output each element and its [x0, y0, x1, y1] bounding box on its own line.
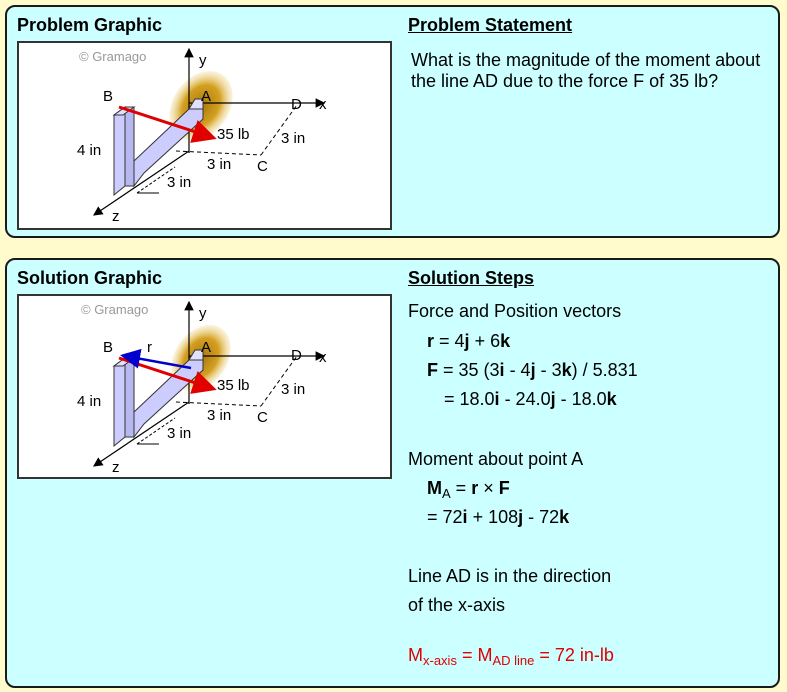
point-b-label: B — [103, 88, 114, 105]
solution-graphic-heading: Solution Graphic — [17, 268, 163, 288]
dim-cd-label: 3 in — [281, 381, 306, 398]
dim-height-label: 4 in — [77, 393, 102, 410]
member-vertical-face — [114, 107, 125, 195]
force-magnitude-label: 35 lb — [217, 126, 250, 143]
dim-cd-label: 3 in — [281, 130, 306, 147]
step-moment-result: = 72i + 108j - 72k — [427, 507, 570, 527]
copyright-label: © Gramago — [79, 49, 147, 64]
step-moment-heading: Moment about point A — [408, 449, 584, 469]
problem-figure — [17, 41, 392, 230]
point-c-label: C — [257, 158, 268, 175]
solution-figure-svg — [19, 296, 390, 477]
point-d-label: D — [291, 347, 302, 364]
member-vertical-front — [125, 107, 134, 186]
dim-bottom-label: 3 in — [167, 425, 192, 442]
step-force-components: = 18.0i - 24.0j - 18.0k — [444, 389, 617, 409]
member-vertical-front — [125, 358, 134, 437]
y-label: y — [199, 305, 207, 322]
point-d-label: D — [291, 96, 302, 113]
solution-figure — [17, 294, 392, 479]
z-label: z — [112, 208, 120, 225]
point-b-label: B — [103, 339, 114, 356]
step-line-direction-1: Line AD is in the direction — [408, 566, 612, 586]
problem-graphic-heading: Problem Graphic — [17, 15, 163, 35]
point-a-label: A — [201, 88, 212, 105]
x-label: x — [319, 349, 327, 366]
problem-statement-heading: Problem Statement — [408, 15, 573, 35]
problem-panel — [5, 5, 780, 238]
x-label: x — [319, 96, 327, 113]
point-a-label: A — [201, 339, 212, 356]
step-position-vector: r = 4j + 6k — [427, 331, 511, 351]
point-c-label: C — [257, 409, 268, 426]
step-moment-formula: $M_A = r \times F$ — [427, 478, 510, 501]
solution-steps-heading: Solution Steps — [408, 268, 534, 288]
problem-statement: What is the magnitude of the moment about the line AD due to the force F of 35 lb? — [411, 50, 761, 91]
copyright-label: © Gramago — [81, 302, 149, 317]
final-answer: $M_{x-axis} = M_{AD line} = 72$ in-lb — [408, 645, 614, 668]
dim-ac-label: 3 in — [207, 407, 232, 424]
solution-panel — [5, 258, 780, 688]
position-vector-label: r — [147, 339, 152, 356]
dim-bottom-label: 3 in — [167, 174, 192, 191]
y-label: y — [199, 52, 207, 69]
step-force-vector: F = 35 (3i - 4j - 3k) / 5.831 — [427, 360, 638, 380]
step-line-direction-2: of the x-axis — [408, 595, 506, 615]
force-magnitude-label: 35 lb — [217, 377, 250, 394]
member-vertical-face — [114, 358, 125, 446]
problem-figure-svg — [19, 43, 390, 228]
step-force-position-heading: Force and Position vectors — [408, 301, 622, 321]
z-label: z — [112, 459, 120, 476]
dim-ac-label: 3 in — [207, 156, 232, 173]
dim-height-label: 4 in — [77, 142, 102, 159]
